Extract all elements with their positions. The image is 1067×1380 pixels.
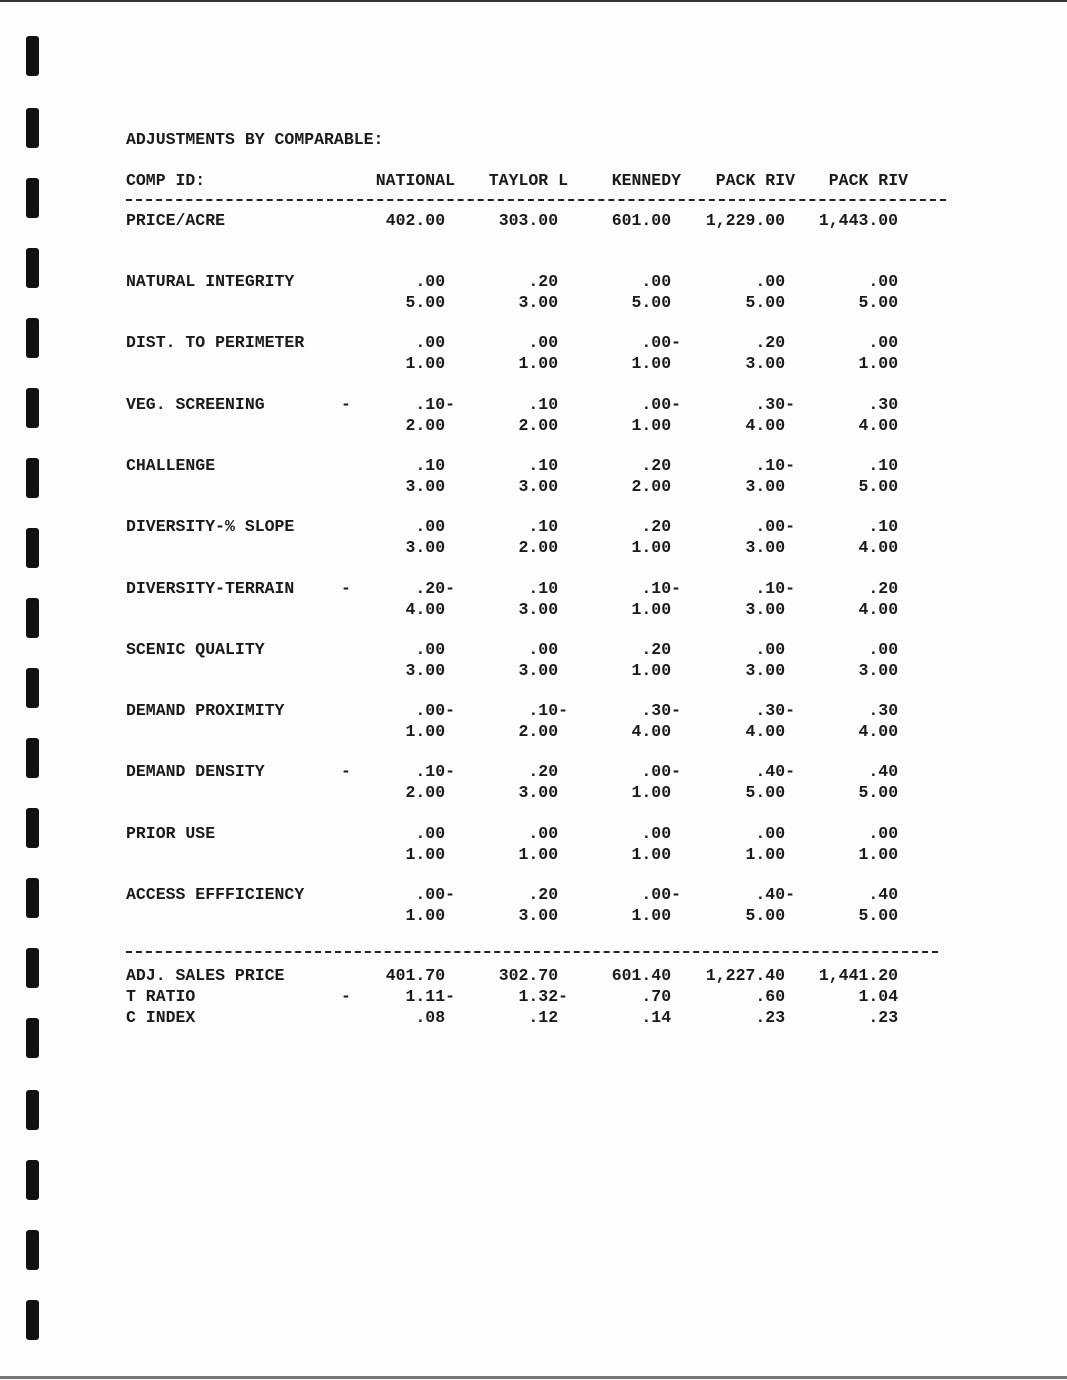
rating-value: 2.00 (518, 722, 568, 741)
factor-label: ACCESS EFFFICIENCY (126, 885, 305, 904)
adjustment-value: .10 (528, 579, 568, 598)
adjustment-value: .10- (528, 701, 568, 720)
punch-hole (26, 668, 39, 708)
page-top-edge (0, 0, 1067, 2)
adjustment-value: .10- (641, 579, 681, 598)
factor-label: DIVERSITY-TERRAIN (126, 579, 295, 598)
page-bottom-edge (0, 1376, 1067, 1379)
adjustment-value: .10- (415, 395, 455, 414)
punch-hole (26, 878, 39, 918)
summary-value: .14 (641, 1008, 681, 1027)
rating-value: 1.00 (631, 661, 681, 680)
adjustment-value: .30- (755, 701, 795, 720)
rating-value: 3.00 (745, 354, 795, 373)
summary-value: 1,441.20 (818, 966, 908, 985)
adjustment-value: .40 (868, 885, 908, 904)
summary-label: C INDEX (126, 1008, 196, 1027)
punch-hole (26, 318, 39, 358)
adjustment-value: .20 (641, 640, 681, 659)
adjustment-value: .20- (415, 579, 455, 598)
adjustment-value: .00 (528, 640, 568, 659)
rating-value: 3.00 (858, 661, 908, 680)
adjustment-value: .40- (755, 762, 795, 781)
rating-value: 3.00 (518, 906, 568, 925)
factor-label: PRIOR USE (126, 824, 216, 843)
adjustment-value: .00- (415, 701, 455, 720)
adjustment-value: .20 (641, 456, 681, 475)
adjustment-value: .00 (528, 333, 568, 352)
adjustment-value: .30- (641, 701, 681, 720)
rating-value: 3.00 (518, 661, 568, 680)
factor-sign: - (341, 395, 351, 414)
punch-hole (26, 528, 39, 568)
comp-id-label: COMP ID: (126, 171, 206, 190)
adjustment-value: .20 (641, 517, 681, 536)
rating-value: 3.00 (518, 600, 568, 619)
factor-label: SCENIC QUALITY (126, 640, 265, 659)
rating-value: 4.00 (745, 722, 795, 741)
factor-label: NATURAL INTEGRITY (126, 272, 295, 291)
summary-value: .23 (868, 1008, 908, 1027)
punch-hole (26, 248, 39, 288)
adjustment-value: .10- (755, 456, 795, 475)
adjustment-value: .20 (528, 272, 568, 291)
factor-label: VEG. SCREENING (126, 395, 265, 414)
factor-label: DEMAND PROXIMITY (126, 701, 285, 720)
adjustment-value: .20 (868, 579, 908, 598)
summary-value: 1.32- (518, 987, 568, 1006)
adjustment-value: .00 (868, 824, 908, 843)
rating-value: 2.00 (405, 416, 455, 435)
rating-value: 4.00 (858, 416, 908, 435)
summary-sign: - (341, 987, 351, 1006)
rating-value: 5.00 (858, 906, 908, 925)
rating-value: 2.00 (518, 538, 568, 557)
summary-value: 1.04 (858, 987, 908, 1006)
summary-value: 1.11- (405, 987, 455, 1006)
factor-sign: - (341, 762, 351, 781)
rating-value: 4.00 (405, 600, 455, 619)
punch-hole (26, 1018, 39, 1058)
rating-value: 5.00 (405, 293, 455, 312)
rating-value: 3.00 (405, 661, 455, 680)
adjustment-value: .00 (415, 272, 455, 291)
adjustment-value: .00 (868, 272, 908, 291)
header-divider (126, 199, 946, 201)
rating-value: 5.00 (858, 293, 908, 312)
rating-value: 3.00 (745, 600, 795, 619)
column-header: PACK RIV (828, 171, 908, 190)
rating-value: 2.00 (631, 477, 681, 496)
rating-value: 1.00 (631, 538, 681, 557)
price-per-acre-label: PRICE/ACRE (126, 211, 226, 230)
rating-value: 3.00 (518, 783, 568, 802)
rating-value: 1.00 (631, 906, 681, 925)
punch-hole (26, 738, 39, 778)
rating-value: 1.00 (631, 600, 681, 619)
factor-label: DIVERSITY-% SLOPE (126, 517, 295, 536)
adjustment-value: .00 (415, 333, 455, 352)
summary-value: 302.70 (498, 966, 568, 985)
rating-value: 4.00 (858, 600, 908, 619)
rating-value: 3.00 (745, 477, 795, 496)
adjustment-value: .00 (641, 824, 681, 843)
summary-value: .08 (415, 1008, 455, 1027)
adjustment-value: .20 (528, 885, 568, 904)
rating-value: 1.00 (631, 845, 681, 864)
rating-value: 3.00 (518, 293, 568, 312)
rating-value: 4.00 (745, 416, 795, 435)
punch-hole (26, 178, 39, 218)
rating-value: 2.00 (405, 783, 455, 802)
rating-value: 1.00 (858, 845, 908, 864)
summary-value: 601.40 (611, 966, 681, 985)
adjustment-value: .40 (868, 762, 908, 781)
adjustment-value: .00- (641, 395, 681, 414)
adjustment-value: .20 (755, 333, 795, 352)
adjustment-value: .10 (868, 456, 908, 475)
factor-label: DEMAND DENSITY (126, 762, 265, 781)
factor-sign: - (341, 579, 351, 598)
rating-value: 3.00 (745, 538, 795, 557)
price-value: 601.00 (611, 211, 681, 230)
summary-value: .60 (755, 987, 795, 1006)
adjustment-value: .00- (641, 762, 681, 781)
summary-value: .12 (528, 1008, 568, 1027)
adjustment-value: .00- (641, 333, 681, 352)
column-header: TAYLOR L (488, 171, 568, 190)
rating-value: 3.00 (745, 661, 795, 680)
adjustment-value: .30 (868, 701, 908, 720)
rating-value: 1.00 (745, 845, 795, 864)
adjustment-value: .30 (868, 395, 908, 414)
adjustment-value: .10 (528, 517, 568, 536)
rating-value: 1.00 (405, 722, 455, 741)
punch-hole (26, 388, 39, 428)
summary-label: ADJ. SALES PRICE (126, 966, 285, 985)
rating-value: 4.00 (858, 538, 908, 557)
summary-value: 1,227.40 (705, 966, 795, 985)
summary-divider (126, 951, 938, 953)
adjustment-value: .00 (415, 824, 455, 843)
rating-value: 3.00 (405, 477, 455, 496)
punch-hole (26, 1090, 39, 1130)
adjustment-value: .00 (755, 640, 795, 659)
rating-value: 1.00 (405, 354, 455, 373)
adjustment-value: .00 (641, 272, 681, 291)
column-header: NATIONAL (375, 171, 455, 190)
punch-hole (26, 36, 39, 76)
summary-value: .23 (755, 1008, 795, 1027)
rating-value: 2.00 (518, 416, 568, 435)
document-title: ADJUSTMENTS BY COMPARABLE: (126, 130, 384, 149)
rating-value: 5.00 (745, 906, 795, 925)
rating-value: 4.00 (631, 722, 681, 741)
rating-value: 1.00 (631, 783, 681, 802)
rating-value: 1.00 (858, 354, 908, 373)
rating-value: 5.00 (745, 293, 795, 312)
adjustment-value: .10- (755, 579, 795, 598)
adjustment-value: .00 (755, 824, 795, 843)
rating-value: 5.00 (631, 293, 681, 312)
summary-value: 401.70 (385, 966, 455, 985)
price-value: 402.00 (385, 211, 455, 230)
adjustment-value: .30- (755, 395, 795, 414)
rating-value: 5.00 (858, 783, 908, 802)
punch-hole (26, 948, 39, 988)
price-value: 303.00 (498, 211, 568, 230)
price-value: 1,443.00 (818, 211, 908, 230)
adjustment-value: .10 (528, 395, 568, 414)
adjustment-value: .00 (868, 333, 908, 352)
rating-value: 1.00 (405, 845, 455, 864)
adjustment-value: .00 (528, 824, 568, 843)
adjustment-value: .10 (528, 456, 568, 475)
punch-hole (26, 1160, 39, 1200)
adjustment-value: .10 (415, 456, 455, 475)
factor-label: CHALLENGE (126, 456, 216, 475)
adjustment-value: .00 (415, 640, 455, 659)
punch-hole (26, 108, 39, 148)
adjustment-value: .00 (755, 272, 795, 291)
rating-value: 5.00 (858, 477, 908, 496)
column-header: KENNEDY (611, 171, 681, 190)
punch-hole (26, 808, 39, 848)
price-value: 1,229.00 (705, 211, 795, 230)
rating-value: 1.00 (631, 416, 681, 435)
adjustment-value: .00 (415, 517, 455, 536)
adjustment-value: .00- (415, 885, 455, 904)
adjustment-value: .10 (868, 517, 908, 536)
adjustment-value: .00 (868, 640, 908, 659)
rating-value: 1.00 (631, 354, 681, 373)
summary-value: .70 (641, 987, 681, 1006)
rating-value: 4.00 (858, 722, 908, 741)
rating-value: 3.00 (405, 538, 455, 557)
punch-hole (26, 598, 39, 638)
punch-hole (26, 1300, 39, 1340)
punch-hole (26, 458, 39, 498)
adjustment-value: .20 (528, 762, 568, 781)
adjustment-value: .00- (641, 885, 681, 904)
rating-value: 3.00 (518, 477, 568, 496)
punch-hole (26, 1230, 39, 1270)
summary-label: T RATIO (126, 987, 196, 1006)
rating-value: 1.00 (405, 906, 455, 925)
rating-value: 1.00 (518, 845, 568, 864)
rating-value: 1.00 (518, 354, 568, 373)
column-header: PACK RIV (715, 171, 795, 190)
adjustment-value: .10- (415, 762, 455, 781)
adjustment-value: .00- (755, 517, 795, 536)
factor-label: DIST. TO PERIMETER (126, 333, 305, 352)
adjustment-value: .40- (755, 885, 795, 904)
rating-value: 5.00 (745, 783, 795, 802)
